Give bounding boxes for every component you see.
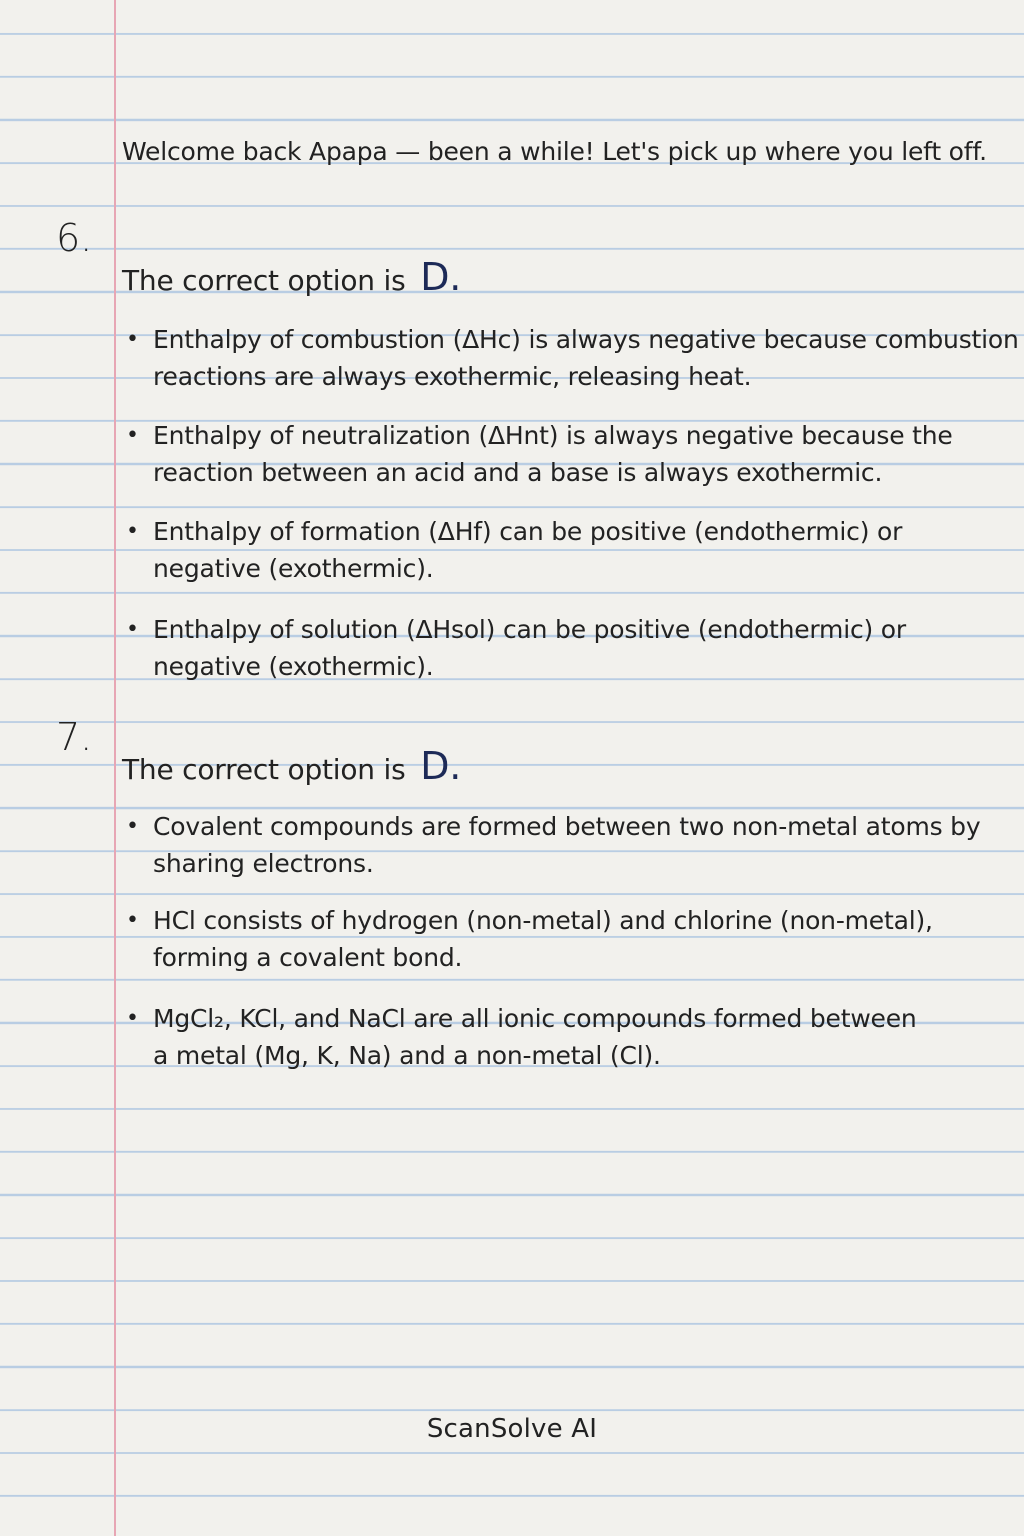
list-item-line: Enthalpy of neutralization (ΔHnt) is always negative because the [153, 421, 953, 450]
list-item-line: MgCl₂, KCl, and NaCl are all ionic compounds formed between [153, 1004, 917, 1033]
question-number-7: 7. [56, 715, 93, 759]
bullet-symbol: • [126, 1006, 139, 1031]
list-item [153, 611, 906, 685]
list-item-line: HCl consists of hydrogen (non-metal) and chlorine (non-metal), [153, 906, 933, 935]
bullet-symbol: • [126, 327, 139, 352]
footer-brand: ScanSolve AI [426, 1414, 598, 1444]
answer-prefix: The correct option is [122, 753, 406, 786]
answer-prefix: The correct option is [122, 264, 406, 297]
list-item-line: Enthalpy of formation (ΔHf) can be positive (endothermic) or [153, 517, 903, 546]
list-item [153, 513, 902, 587]
list-item-line: negative (exothermic). [153, 554, 434, 583]
answer-option: D. [420, 255, 462, 299]
bullet-symbol: • [126, 423, 139, 448]
list-item [153, 321, 1019, 395]
list-item-line: Covalent compounds are formed between two non-metal atoms by [153, 812, 981, 841]
list-item [153, 808, 980, 882]
answer-option: D. [420, 744, 462, 788]
list-item-line: a metal (Mg, K, Na) and a non-metal (Cl). [153, 1041, 661, 1070]
list-item-line: Enthalpy of solution (ΔHsol) can be positive (endothermic) or [153, 615, 906, 644]
margin-line [114, 0, 116, 1536]
list-item [153, 1000, 917, 1074]
bullet-symbol: • [126, 814, 139, 839]
list-item [153, 902, 933, 976]
answer-line-6 [122, 255, 461, 299]
list-item-line: negative (exothermic). [153, 652, 434, 681]
bullet-symbol: • [126, 617, 139, 642]
bullet-symbol: • [126, 519, 139, 544]
answer-line-7 [122, 744, 461, 788]
list-item-line: reaction between an acid and a base is always exothermic. [153, 458, 883, 487]
welcome-message: Welcome back Apapa — been a while! Let's pick up where you left off. [122, 137, 987, 166]
list-item-line: Enthalpy of combustion (ΔHc) is always negative because combustion [153, 325, 1019, 354]
bullet-symbol: • [126, 908, 139, 933]
list-item-line: reactions are always exothermic, releasing heat. [153, 362, 752, 391]
question-number-6: 6. [56, 216, 93, 260]
list-item [153, 417, 953, 491]
list-item-line: sharing electrons. [153, 849, 374, 878]
list-item-line: forming a covalent bond. [153, 943, 463, 972]
